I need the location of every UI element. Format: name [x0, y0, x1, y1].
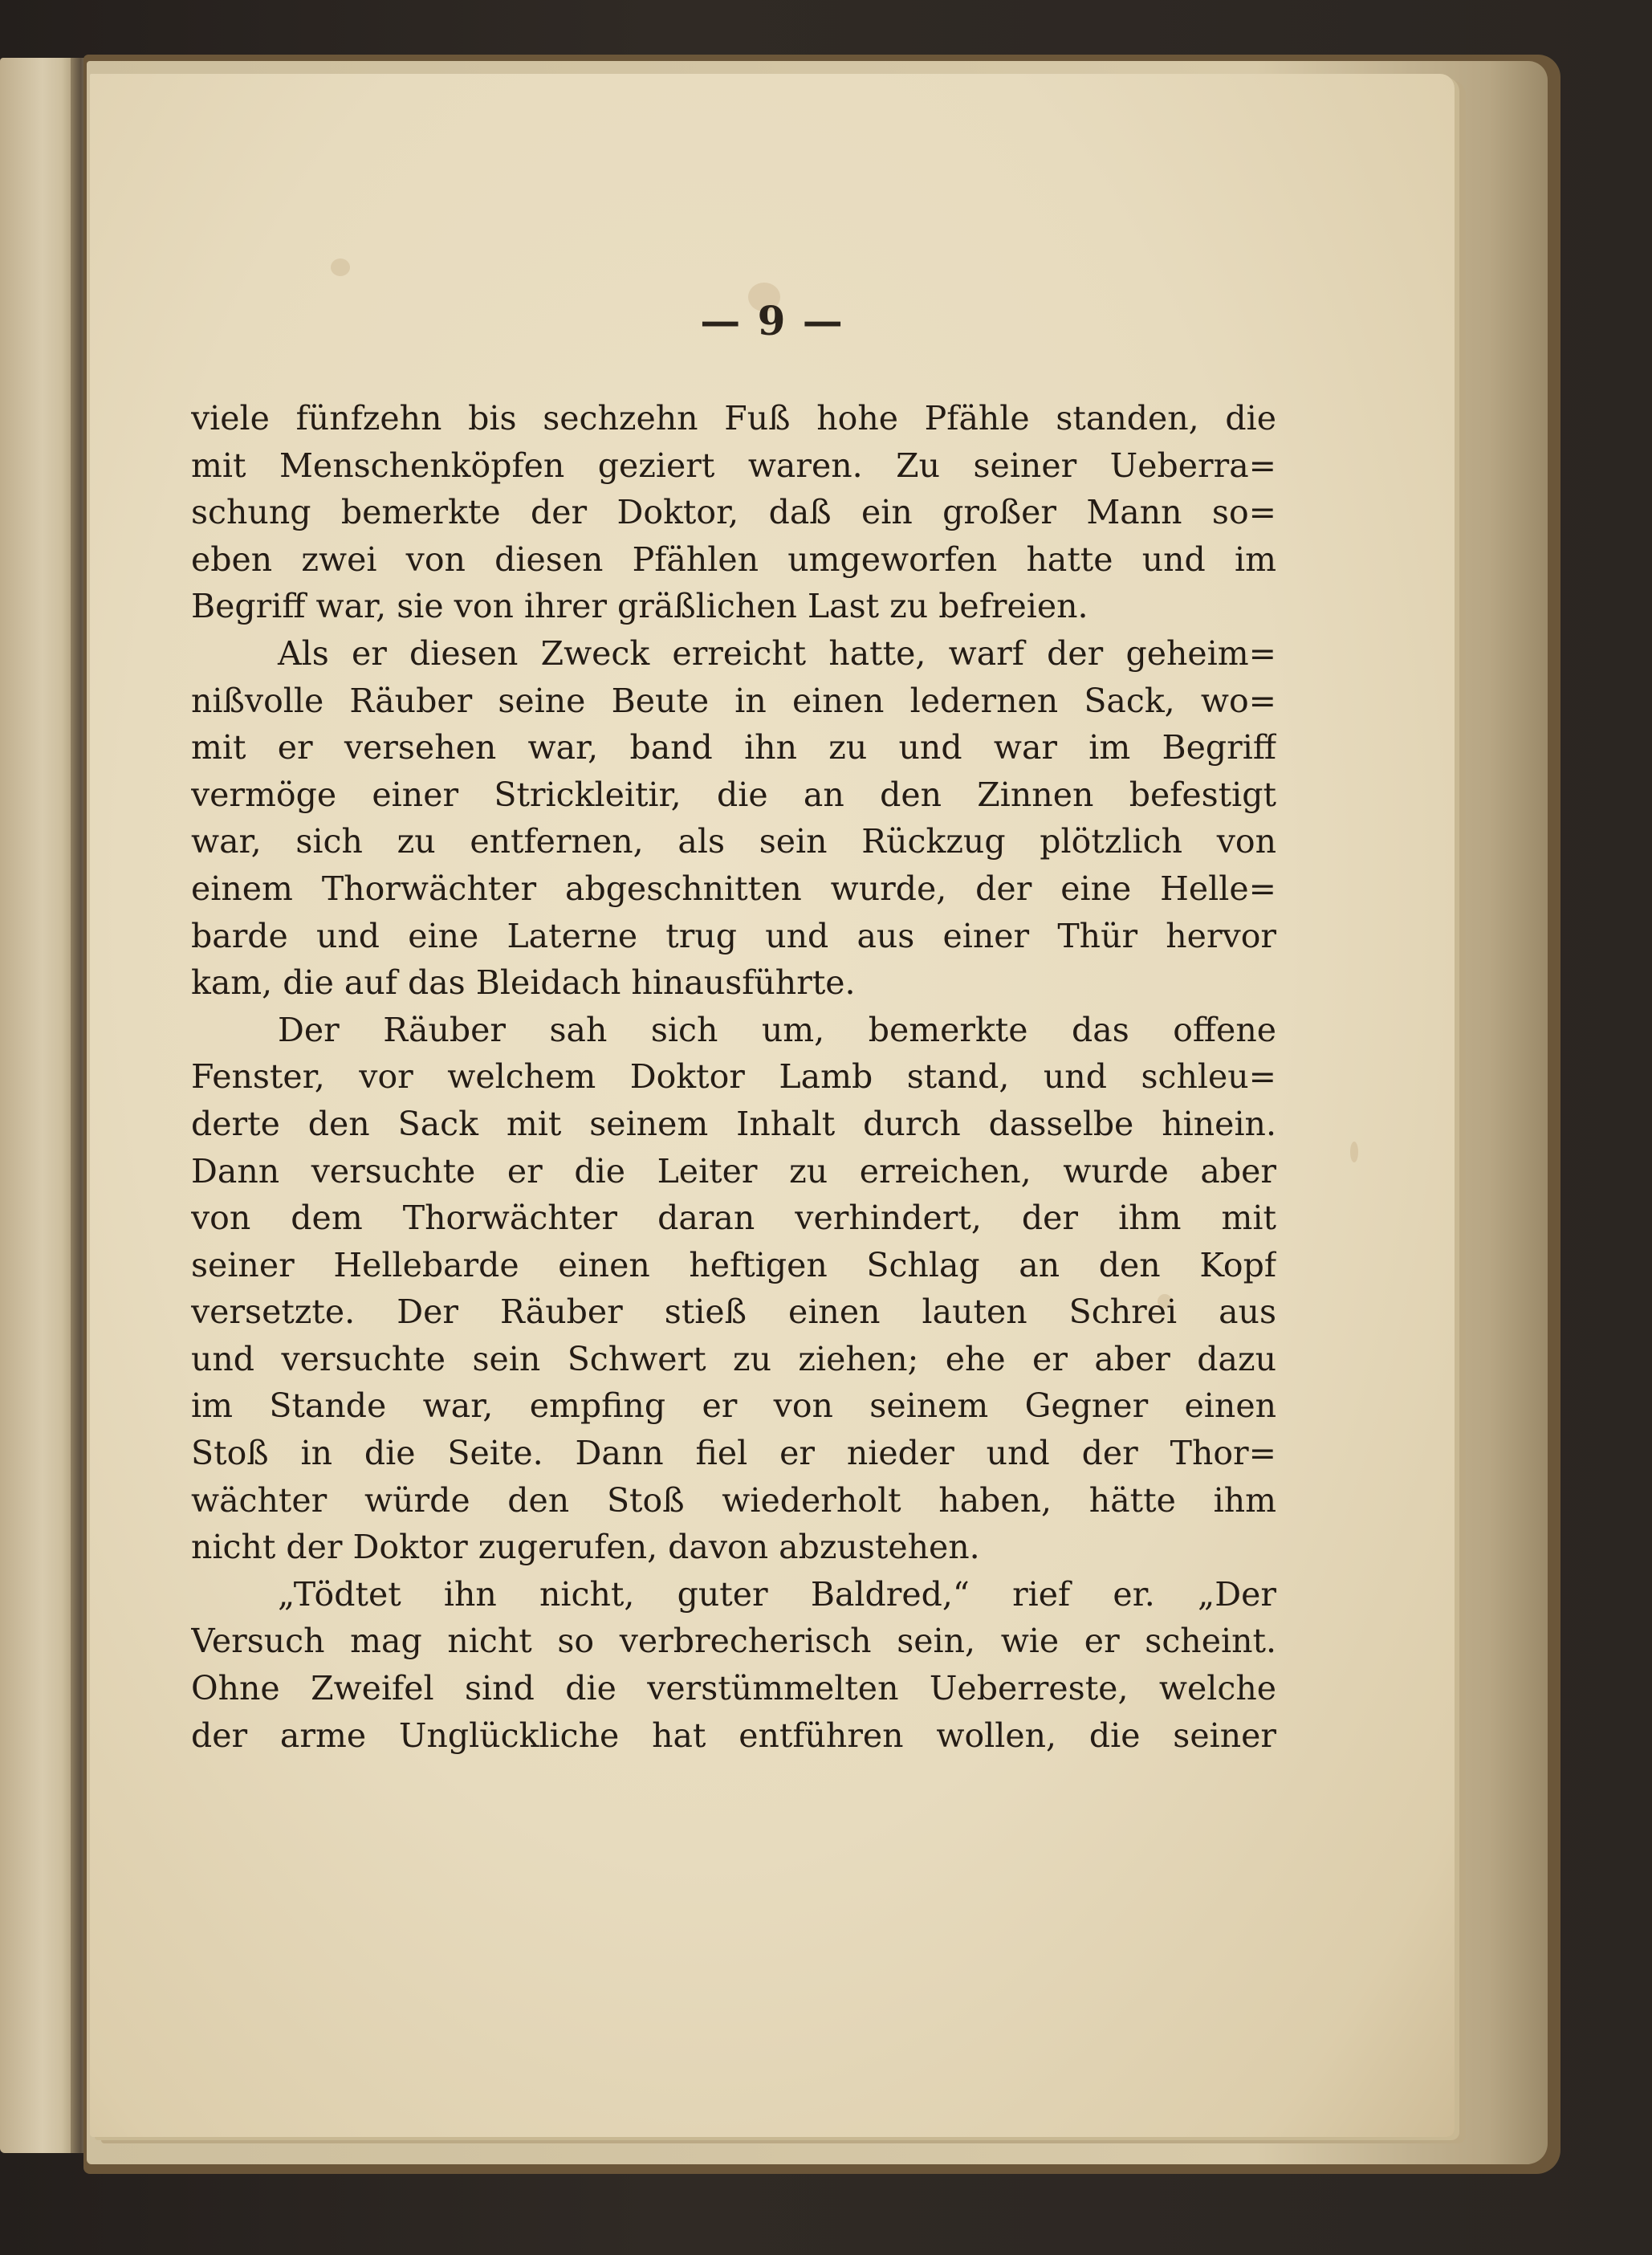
text-line: Fenster, vor welchem Doktor Lamb stand, und schleu=: [191, 1057, 1276, 1097]
text-line: wächter würde den Stoß wiederholt haben, hätte ihm: [191, 1480, 1276, 1520]
text-line: barde und eine Laterne trug und aus einer Thür hervor: [191, 916, 1276, 955]
text-line: einem Thorwächter abgeschnitten wurde, der eine Helle=: [191, 869, 1276, 908]
text-line: Ohne Zweifel sind die verstümmelten Ueberreste, welche: [191, 1669, 1276, 1708]
text-line: Stoß in die Seite. Dann fiel er nieder und der Thor=: [191, 1434, 1276, 1473]
text-line: Versuch mag nicht so verbrecherisch sein, wie er scheint.: [191, 1622, 1276, 1661]
text-line: schung bemerkte der Doktor, daß ein großer Mann so=: [191, 493, 1276, 532]
text-line: versetzte. Der Räuber stieß einen lauten Schrei aus: [191, 1292, 1276, 1332]
text-line: nicht der Doktor zugerufen, davon abzustehen.: [191, 1528, 980, 1567]
text-line: „Tödtet ihn nicht, guter Baldred,“ rief er. „Der: [278, 1574, 1276, 1614]
text-line: kam, die auf das Bleidach hinausführte.: [191, 963, 856, 1003]
text-line: Als er diesen Zweck erreicht hatte, warf der geheim=: [278, 633, 1276, 673]
text-line: der arme Unglückliche hat entführen wollen, die seiner: [191, 1716, 1276, 1755]
text-line: Der Räuber sah sich um, bemerkte das offene: [278, 1010, 1276, 1049]
foxing-spot: [1350, 1142, 1358, 1162]
left-page-edge: [0, 58, 77, 2153]
text-line: war, sich zu entfernen, als sein Rückzug plötzlich von: [191, 822, 1276, 861]
text-line: von dem Thorwächter daran verhindert, der ihm mit: [191, 1199, 1276, 1238]
text-line: Dann versuchte er die Leiter zu erreichen, wurde aber: [191, 1151, 1276, 1191]
book-page: [90, 74, 1455, 2137]
text-line: vermöge einer Strickleitir, die an den Zinnen befestigt: [191, 775, 1276, 814]
text-line: nißvolle Räuber seine Beute in einen ledernen Sack, wo=: [191, 681, 1276, 720]
text-line: und versuchte sein Schwert zu ziehen; ehe er aber dazu: [191, 1339, 1276, 1378]
text-line: mit Menschenköpfen geziert waren. Zu seiner Ueberra=: [191, 446, 1276, 485]
text-line: derte den Sack mit seinem Inhalt durch dasselbe hinein.: [191, 1104, 1276, 1143]
page-number: — 9 —: [700, 297, 844, 344]
text-line: seiner Hellebarde einen heftigen Schlag an den Kopf: [191, 1245, 1276, 1284]
text-line: Begriff war, sie von ihrer gräßlichen Last zu befreien.: [191, 587, 1088, 626]
text-line: eben zwei von diesen Pfählen umgeworfen hatte und im: [191, 539, 1276, 579]
body-text: [191, 395, 1276, 1759]
foxing-spot: [331, 258, 350, 276]
text-line: mit er versehen war, band ihn zu und war im Begriff: [191, 728, 1276, 767]
text-line: im Stande war, empfing er von seinem Gegner einen: [191, 1386, 1276, 1426]
text-line: viele fünfzehn bis sechzehn Fuß hohe Pfähle standen, die: [191, 399, 1276, 438]
